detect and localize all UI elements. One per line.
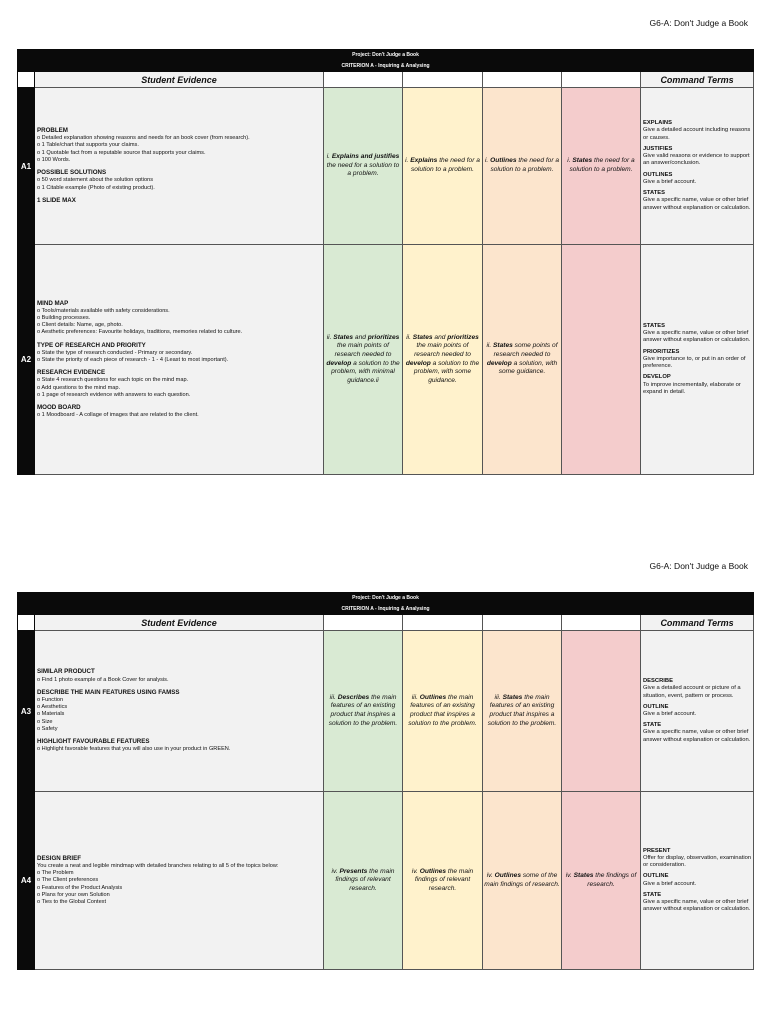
command-terms-cell <box>641 792 754 970</box>
evidence-cell <box>35 245 324 475</box>
command-definition: Give a detailed account including reasons or causes. <box>643 127 751 141</box>
evidence-heading: HIGHLIGHT FAVOURABLE FEATURES <box>37 738 150 746</box>
level-descriptor: i. States the need for a solution to a problem. <box>562 88 641 245</box>
level-descriptor <box>562 631 641 792</box>
command-term: PRESENT <box>643 847 671 854</box>
evidence-line: o Plans for your own Solution <box>37 891 110 898</box>
level-descriptor: iv. States the findings of research. <box>562 792 641 970</box>
student-evidence-header: Student Evidence <box>35 615 324 631</box>
evidence-line: o 1 Moodboard - A collage of images that are related to the client. <box>37 412 199 419</box>
level-descriptor: ii. States some points of research needed to develop a solution, with some guidance. <box>483 245 562 475</box>
level-descriptor: iii. Outlines the main features of an existing product that inspires a solution to the problem. <box>403 631 483 792</box>
level-descriptor <box>562 245 641 475</box>
command-term: PRIORITIZES <box>643 348 680 355</box>
level-descriptor: i. Explains and justifies the need for a solution to a problem. <box>324 88 403 245</box>
evidence-line: o 1 page of research evidence with answers to each question. <box>37 391 191 398</box>
evidence-line: o Add questions to the mind map. <box>37 384 121 391</box>
level-descriptor: i. Outlines the need for a solution to a problem. <box>483 88 562 245</box>
evidence-line: o Tools/materials available with safety considerations. <box>37 307 170 314</box>
evidence-line: o Safety <box>37 725 58 732</box>
project-title: Project: Don't Judge a Book <box>18 50 754 61</box>
command-term: STATES <box>643 190 666 197</box>
command-definition: Offer for display, observation, examination or consideration. <box>643 854 752 869</box>
command-term: STATES <box>643 322 666 329</box>
rubric-table-2 <box>17 592 754 970</box>
command-term: STATE <box>643 891 662 898</box>
evidence-line: o 50 word statement about the solution options <box>37 177 153 184</box>
evidence-heading: MIND MAP <box>37 299 69 307</box>
page-header: G6-A: Don't Judge a Book <box>649 18 748 28</box>
level-header-orange <box>483 615 562 631</box>
level-descriptor: iv. Outlines the main findings of relevant research. <box>403 792 483 970</box>
evidence-line: o Aesthetics <box>37 704 68 711</box>
evidence-line: o 1 Quotable fact from a reputable source that supports your claims. <box>37 149 206 156</box>
level-descriptor: iv. Outlines some of the main findings of research. <box>483 792 562 970</box>
evidence-line: o Features of the Product Analysis <box>37 884 123 891</box>
evidence-line: o Highlight favorable features that you will also use in your product in GREEN. <box>37 746 231 753</box>
rubric-row-a4 <box>18 792 754 970</box>
evidence-line: o 1 Citable example (Photo of existing product). <box>37 184 155 191</box>
command-terms-cell <box>641 631 754 792</box>
evidence-line: o Detailed explanation showing reasons and needs for an book cover (from research). <box>37 135 250 142</box>
evidence-heading: PROBLEM <box>37 127 68 135</box>
command-terms-cell <box>641 245 754 475</box>
command-definition: Give a brief account. <box>643 178 697 185</box>
evidence-heading: TYPE OF RESEARCH AND PRIORITY <box>37 341 146 349</box>
evidence-heading: RESEARCH EVIDENCE <box>37 369 106 377</box>
evidence-line: o State the type of research conducted - Primary or secondary. <box>37 349 193 356</box>
command-definition: Give a specific name, value or other brief answer without explanation or calculation. <box>643 729 751 743</box>
level-header-green <box>324 72 403 88</box>
command-definition: Give a specific name, value or other brief answer without explanation or calculation. <box>643 898 751 913</box>
evidence-cell <box>35 88 324 245</box>
row-id: A2 <box>18 245 35 475</box>
evidence-line: o 1 Table/chart that supports your claims. <box>37 142 139 149</box>
rubric-row-a1 <box>18 88 754 245</box>
evidence-line: o Aesthetic preferences: Favourite holidays, traditions, memories related to culture. <box>37 329 243 336</box>
command-definition: Give valid reasons or evidence to support an answer/conclusion. <box>643 153 750 167</box>
command-term: JUSTIFIES <box>643 145 673 152</box>
command-definition: Give a brief account. <box>643 711 697 717</box>
evidence-heading: POSSIBLE SOLUTIONS <box>37 169 107 177</box>
level-header-green <box>324 615 403 631</box>
command-term: OUTLINE <box>643 703 669 710</box>
command-definition: Give a specific name, value or other brief answer without explanation or calculation. <box>643 197 751 211</box>
command-term: STATE <box>643 722 662 729</box>
evidence-line: o The Problem <box>37 870 74 876</box>
project-title: Project: Don't Judge a Book <box>18 593 754 604</box>
command-definition: Give importance to, or put in an order of preference. <box>643 355 746 370</box>
level-header-yellow <box>403 72 483 88</box>
command-definition: Give a specific name, value or other brief answer without explanation or calculation. <box>643 330 751 344</box>
row-id: A3 <box>18 631 35 792</box>
command-definition: Give a brief account. <box>643 880 697 887</box>
command-term: OUTLINES <box>643 171 673 178</box>
corner-cell <box>18 615 35 631</box>
criterion-title: CRITERION A - Inquiring & Analysing <box>18 61 754 72</box>
command-term: DEVELOP <box>643 374 671 381</box>
evidence-line: o Size <box>37 718 53 725</box>
level-descriptor: i. Explains the need for a solution to a problem. <box>403 88 483 245</box>
evidence-heading: SIMILAR PRODUCT <box>37 668 95 676</box>
student-evidence-header: Student Evidence <box>35 72 324 88</box>
evidence-heading: 1 SLIDE MAX <box>37 196 76 204</box>
evidence-heading: DESCRIBE THE MAIN FEATURES USING FAMSS <box>37 688 180 696</box>
command-definition: To improve incrementally, elaborate or expand in detail. <box>643 381 741 395</box>
command-term: OUTLINE <box>643 873 669 880</box>
rubric-row-a3 <box>18 631 754 792</box>
level-descriptor: iv. Presents the main findings of relevant research. <box>324 792 403 970</box>
evidence-line: o 100 Words. <box>37 156 71 163</box>
level-descriptor: ii. States and prioritizes the main points of research needed to develop a solution to the problem, with minimal guidance.ii <box>324 245 403 475</box>
evidence-line: o Ties to the Global Context <box>37 899 107 906</box>
level-descriptor: iii. Describes the main features of an existing product that inspires a solution to the problem. <box>324 631 403 792</box>
level-descriptor: ii. States and prioritizes the main points of research needed to develop a solution to the problem, with some guidance. <box>403 245 483 475</box>
evidence-line: o The Client preferences <box>37 877 99 884</box>
level-header-red <box>562 615 641 631</box>
evidence-line: o State the priority of each piece of research - 1 - 4 (Least to most important). <box>37 357 229 363</box>
row-id: A4 <box>18 792 35 970</box>
command-terms-header: Command Terms <box>641 72 754 88</box>
corner-cell <box>18 72 35 88</box>
evidence-line: o Function <box>37 696 64 703</box>
evidence-line: o Find 1 photo example of a Book Cover for analysis. <box>37 676 169 683</box>
evidence-cell <box>35 792 324 970</box>
rubric-row-a2 <box>18 245 754 475</box>
level-header-orange <box>483 72 562 88</box>
command-terms-cell <box>641 88 754 245</box>
command-term: DESCRIBE <box>643 678 673 685</box>
page-header: G6-A: Don't Judge a Book <box>649 561 748 571</box>
criterion-title: CRITERION A - Inquiring & Analysing <box>18 604 754 615</box>
command-term: EXPLAINS <box>643 120 672 127</box>
row-id: A1 <box>18 88 35 245</box>
evidence-cell <box>35 631 324 792</box>
level-header-yellow <box>403 615 483 631</box>
evidence-line: o Materials <box>37 711 65 718</box>
command-definition: Give a detailed account or picture of a situation, event, pattern or process. <box>643 685 741 699</box>
level-header-red <box>562 72 641 88</box>
evidence-heading: DESIGN BRIEF <box>37 854 82 862</box>
evidence-line: o Client details: Name, age, photo. <box>37 322 123 329</box>
level-descriptor: iii. States the main features of an existing product that inspires a solution to the problem. <box>483 631 562 792</box>
evidence-line: o State 4 research questions for each topic on the mind map. <box>37 377 189 384</box>
rubric-table-1 <box>17 49 754 475</box>
command-terms-header: Command Terms <box>641 615 754 631</box>
evidence-line: o Building processes. <box>37 314 91 321</box>
evidence-heading: MOOD BOARD <box>37 404 81 412</box>
evidence-line: You create a neat and legible mindmap with detailed branches relating to all 5 of the topics below: <box>37 862 279 869</box>
